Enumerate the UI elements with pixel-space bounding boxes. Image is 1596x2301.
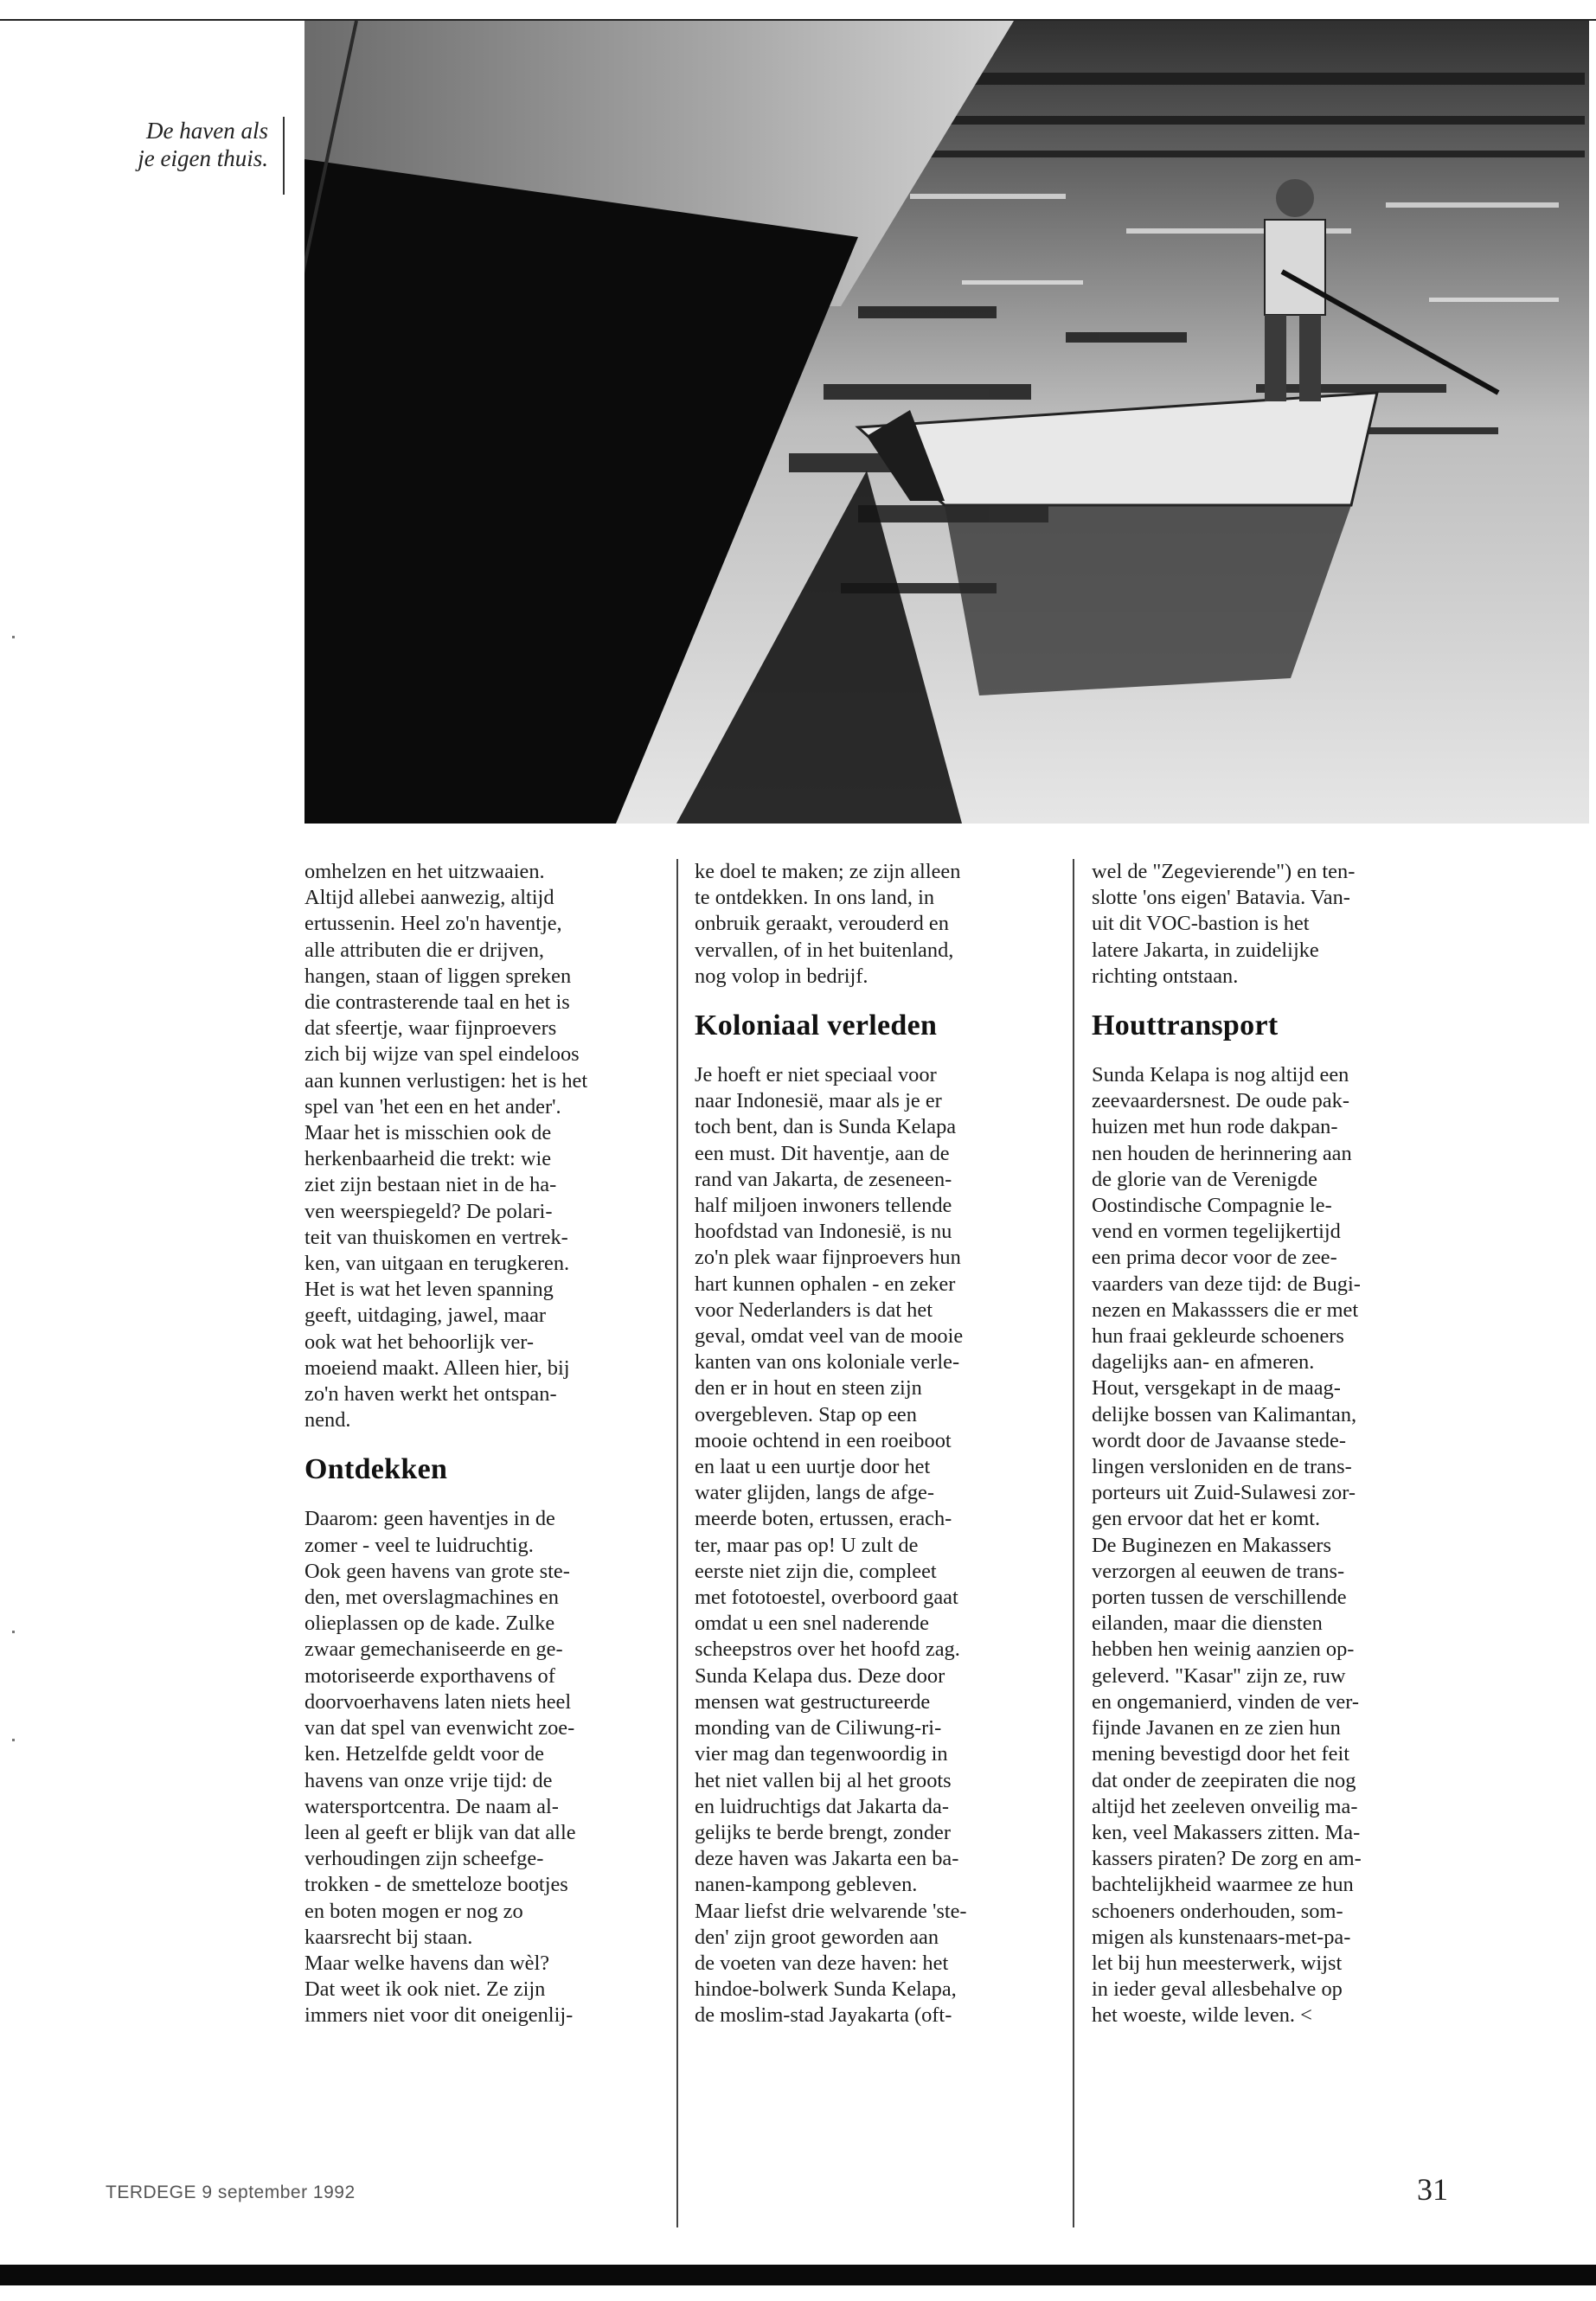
text-line: richting ontstaan. (1092, 964, 1239, 988)
text-line: nen houden de herinnering aan (1092, 1141, 1352, 1165)
text-line: verzorgen al eeuwen de trans- (1092, 1559, 1345, 1583)
column-divider (676, 859, 678, 2227)
bottom-scan-edge (0, 2265, 1596, 2285)
text-line: zich bij wijze van spel eindeloos (304, 1042, 580, 1067)
text-line: nezen en Makasssers die er met (1092, 1298, 1359, 1322)
text-line: dat sfeertje, waar fijnproevers (304, 1016, 557, 1041)
text-line: motoriseerde exporthavens of (304, 1663, 555, 1688)
text-line: zo'n haven werkt het ontspan- (304, 1382, 557, 1407)
text-line: te ontdekken. In ons land, in (695, 886, 935, 910)
text-line: eilanden, maar die diensten (1092, 1612, 1323, 1636)
text-line: porteurs uit Zuid-Sulawesi zor- (1092, 1481, 1356, 1505)
text-line: doorvoerhavens laten niets heel (304, 1689, 572, 1714)
text-line: zomer - veel te luidruchtig. (304, 1533, 534, 1557)
article-column-3 (1092, 859, 1442, 2029)
text-line: de voeten van deze haven: het (695, 1951, 949, 1975)
text-line: geval, omdat veel van de mooie (695, 1324, 964, 1349)
section-heading-koloniaal-verleden: Koloniaal verleden (695, 1009, 938, 1042)
text-line: geeft, uitdaging, jawel, maar (304, 1304, 547, 1328)
text-line: hindoe-bolwerk Sunda Kelapa, (695, 1977, 957, 2002)
text-line: zeevaardersnest. De oude pak- (1092, 1089, 1349, 1113)
text-line: het niet vallen bij al het groots (695, 1768, 952, 1792)
harbour-photo-illustration (304, 21, 1589, 824)
text-line: van dat spel van evenwicht zoe- (304, 1716, 575, 1740)
text-line: nanen-kampong gebleven. (695, 1873, 918, 1897)
text-line: kanten van ons koloniale verle- (695, 1350, 960, 1375)
text-line: teit van thuiskomen en vertrek- (304, 1225, 568, 1249)
text-line: Maar welke havens dan wèl? (304, 1951, 550, 1975)
text-line: meerde boten, ertussen, erach- (695, 1507, 952, 1531)
text-line: uit dit VOC-bastion is het (1092, 912, 1310, 936)
text-line: watersportcentra. De naam al- (304, 1794, 559, 1818)
text-line: trokken - de smetteloze bootjes (304, 1873, 568, 1897)
text-line: onbruik geraakt, verouderd en (695, 912, 949, 936)
text-line: den er in hout en steen zijn (695, 1376, 922, 1400)
text-line: vend en vormen tegelijkertijd (1092, 1220, 1341, 1244)
text-line: schoeners onderhouden, som- (1092, 1899, 1343, 1923)
text-line: en laat u een uurtje door het (695, 1455, 931, 1479)
text-line: lingen versloniden en de trans- (1092, 1455, 1352, 1479)
text-line: huizen met hun rode dakpan- (1092, 1115, 1338, 1139)
margin-mark (12, 1631, 15, 1633)
text-line: porten tussen de verschillende (1092, 1586, 1347, 1610)
text-line: altijd het zeeleven onveilig ma- (1092, 1794, 1358, 1818)
text-line: omhelzen en het uitzwaaien. (304, 860, 545, 883)
text-line: den, met overslagmachines en (304, 1586, 559, 1610)
text-line: ken. Hetzelfde geldt voor de (304, 1742, 544, 1766)
text-line: naar Indonesië, maar als je er (695, 1089, 942, 1113)
text-line: fijnde Javanen en ze zien hun (1092, 1716, 1341, 1740)
text-line: delijke bossen van Kalimantan, (1092, 1402, 1357, 1426)
photo-caption (61, 117, 268, 172)
text-line: Daarom: geen haventjes in de (304, 1507, 555, 1531)
text-line: Altijd allebei aanwezig, altijd (304, 886, 554, 910)
text-line: zo'n plek waar fijnproevers hun (695, 1246, 961, 1270)
text-line: vaarders van deze tijd: de Bugi- (1092, 1272, 1361, 1296)
text-line: deze haven was Jakarta een ba- (695, 1847, 959, 1871)
text-line: moeiend maakt. Alleen hier, bij (304, 1356, 570, 1380)
text-line: gelijks te berde brengt, zonder (695, 1820, 951, 1844)
text-line: leen al geeft er blijk van dat alle (304, 1820, 576, 1844)
text-line: kassers piraten? De zorg en am- (1092, 1847, 1362, 1871)
article-column-2 (695, 859, 1045, 2029)
text-line: gen ervoor dat het er komt. (1092, 1507, 1321, 1531)
text-line: half miljoen inwoners tellende (695, 1194, 952, 1218)
publication-footer: TERDEGE 9 september 1992 (106, 2182, 356, 2202)
text-line: zwaar gemechaniseerde en ge- (304, 1638, 563, 1662)
caption-divider (283, 117, 285, 195)
text-line: bachtelijkheid waarmee ze hun (1092, 1873, 1354, 1897)
text-line: hangen, staan of liggen spreken (304, 964, 572, 988)
text-line: ook wat het behoorlijk ver- (304, 1330, 535, 1354)
text-line: ke doel te maken; ze zijn alleen (695, 860, 961, 883)
text-line: Hout, versgekapt in de maag- (1092, 1376, 1341, 1400)
text-line: mensen wat gestructureerde (695, 1689, 931, 1714)
text-line: alle attributen die er drijven, (304, 938, 544, 962)
text-line: omdat u een snel naderende (695, 1612, 929, 1636)
column-1-body (304, 1506, 655, 2029)
text-line: immers niet voor dit oneigenlij- (304, 2003, 574, 2028)
text-line: ertussenin. Heel zo'n haventje, (304, 912, 562, 936)
text-line: den' zijn groot geworden aan (695, 1925, 939, 1949)
text-line: hoofdstad van Indonesië, is nu (695, 1220, 952, 1244)
text-line: en luidruchtigs dat Jakarta da- (695, 1794, 949, 1818)
text-line: Het is wat het leven spanning (304, 1278, 554, 1302)
column-3-intro (1092, 859, 1442, 990)
text-line: let bij hun meesterwerk, wijst (1092, 1951, 1343, 1975)
text-line: toch bent, dan is Sunda Kelapa (695, 1115, 957, 1139)
text-line: ken, van uitgaan en terugkeren. (304, 1252, 570, 1276)
text-line: migen als kunstenaars-met-pa- (1092, 1925, 1351, 1949)
text-line: De Buginezen en Makassers (1092, 1533, 1332, 1557)
column-2-intro (695, 859, 1045, 990)
column-3-body (1092, 1062, 1442, 2029)
text-line: scheepstros over het hoofd zag. (695, 1638, 960, 1662)
text-line: dagelijks aan- en afmeren. (1092, 1350, 1315, 1375)
text-line: Oostindische Compagnie le- (1092, 1194, 1332, 1218)
text-line: voor Nederlanders is dat het (695, 1298, 933, 1322)
text-line: de glorie van de Verenigde (1092, 1167, 1317, 1191)
text-line: de moslim-stad Jayakarta (oft- (695, 2003, 952, 2028)
section-heading-ontdekken: Ontdekken (304, 1453, 448, 1486)
text-line: latere Jakarta, in zuidelijke (1092, 938, 1319, 962)
text-line: Maar liefst drie welvarende 'ste- (695, 1899, 967, 1923)
text-line: geleverd. "Kasar" zijn ze, ruw (1092, 1663, 1346, 1688)
text-line: Dat weet ik ook niet. Ze zijn (304, 1977, 546, 2002)
text-line: ken, veel Makassers zitten. Ma- (1092, 1820, 1361, 1844)
text-line: die contrasterende taal en het is (304, 990, 570, 1015)
text-line: spel van 'het een en het ander'. (304, 1094, 561, 1118)
text-line: rand van Jakarta, de zeseneen- (695, 1167, 952, 1191)
text-line: eerste niet zijn die, compleet (695, 1559, 937, 1583)
text-line: Je hoeft er niet speciaal voor (695, 1063, 937, 1087)
harbour-photo (304, 21, 1589, 824)
text-line: Sunda Kelapa is nog altijd een (1092, 1063, 1349, 1087)
text-line: een prima decor voor de zee- (1092, 1246, 1337, 1270)
text-line: en ongemanierd, vinden de ver- (1092, 1689, 1360, 1714)
text-line: Maar het is misschien ook de (304, 1121, 552, 1145)
text-line: verhoudingen zijn scheefge- (304, 1847, 544, 1871)
text-line: hun fraai gekleurde schoeners (1092, 1324, 1344, 1349)
text-line: nog volop in bedrijf. (695, 964, 869, 988)
text-line: olieplassen op de kade. Zulke (304, 1612, 555, 1636)
caption-line: je eigen thuis. (138, 145, 268, 171)
text-line: kaarsrecht bij staan. (304, 1925, 473, 1949)
text-line: monding van de Ciliwung-ri- (695, 1716, 942, 1740)
text-line: wel de "Zegevierende") en ten- (1092, 860, 1356, 883)
section-heading-houttransport: Houttransport (1092, 1009, 1279, 1042)
text-line: overgebleven. Stap op een (695, 1402, 917, 1426)
text-line: hebben hen weinig aanzien op- (1092, 1638, 1355, 1662)
text-line: Sunda Kelapa dus. Deze door (695, 1663, 945, 1688)
text-line: in ieder geval allesbehalve op (1092, 1977, 1343, 2002)
caption-line: De haven als (146, 118, 268, 144)
article-column-1 (304, 859, 655, 2029)
text-line: herkenbaarheid die trekt: wie (304, 1147, 552, 1171)
text-line: aan kunnen verlustigen: het is het (304, 1068, 588, 1093)
text-line: vier mag dan tegenwoordig in (695, 1742, 948, 1766)
text-line: ter, maar pas op! U zult de (695, 1533, 919, 1557)
text-line: slotte 'ons eigen' Batavia. Van- (1092, 886, 1350, 910)
text-line: mooie ochtend in een roeiboot (695, 1428, 952, 1452)
text-line: hart kunnen ophalen - en zeker (695, 1272, 956, 1296)
column-1-intro (304, 859, 655, 1433)
column-divider (1073, 859, 1074, 2227)
text-line: ven weerspiegeld? De polari- (304, 1199, 553, 1223)
margin-mark (12, 1739, 15, 1741)
text-line: Ook geen havens van grote ste- (304, 1559, 570, 1583)
text-line: nend. (304, 1408, 351, 1433)
text-line: met fototoestel, overboord gaat (695, 1586, 958, 1610)
text-line: water glijden, langs de afge- (695, 1481, 934, 1505)
text-line: havens van onze vrije tijd: de (304, 1768, 553, 1792)
text-line: een must. Dit haventje, aan de (695, 1141, 950, 1165)
text-line: vervallen, of in het buitenland, (695, 938, 954, 962)
margin-mark (12, 636, 15, 638)
text-line: wordt door de Javaanse stede- (1092, 1428, 1346, 1452)
text-line: dat onder de zeepiraten die nog (1092, 1768, 1356, 1792)
text-line: mening bevestigd door het feit (1092, 1742, 1350, 1766)
text-line: en boten mogen er nog zo (304, 1899, 523, 1923)
text-line: het woeste, wilde leven. < (1092, 2003, 1312, 2028)
text-line: ziet zijn bestaan niet in de ha- (304, 1173, 557, 1197)
column-2-body (695, 1062, 1045, 2029)
page-number: 31 (1417, 2172, 1448, 2207)
